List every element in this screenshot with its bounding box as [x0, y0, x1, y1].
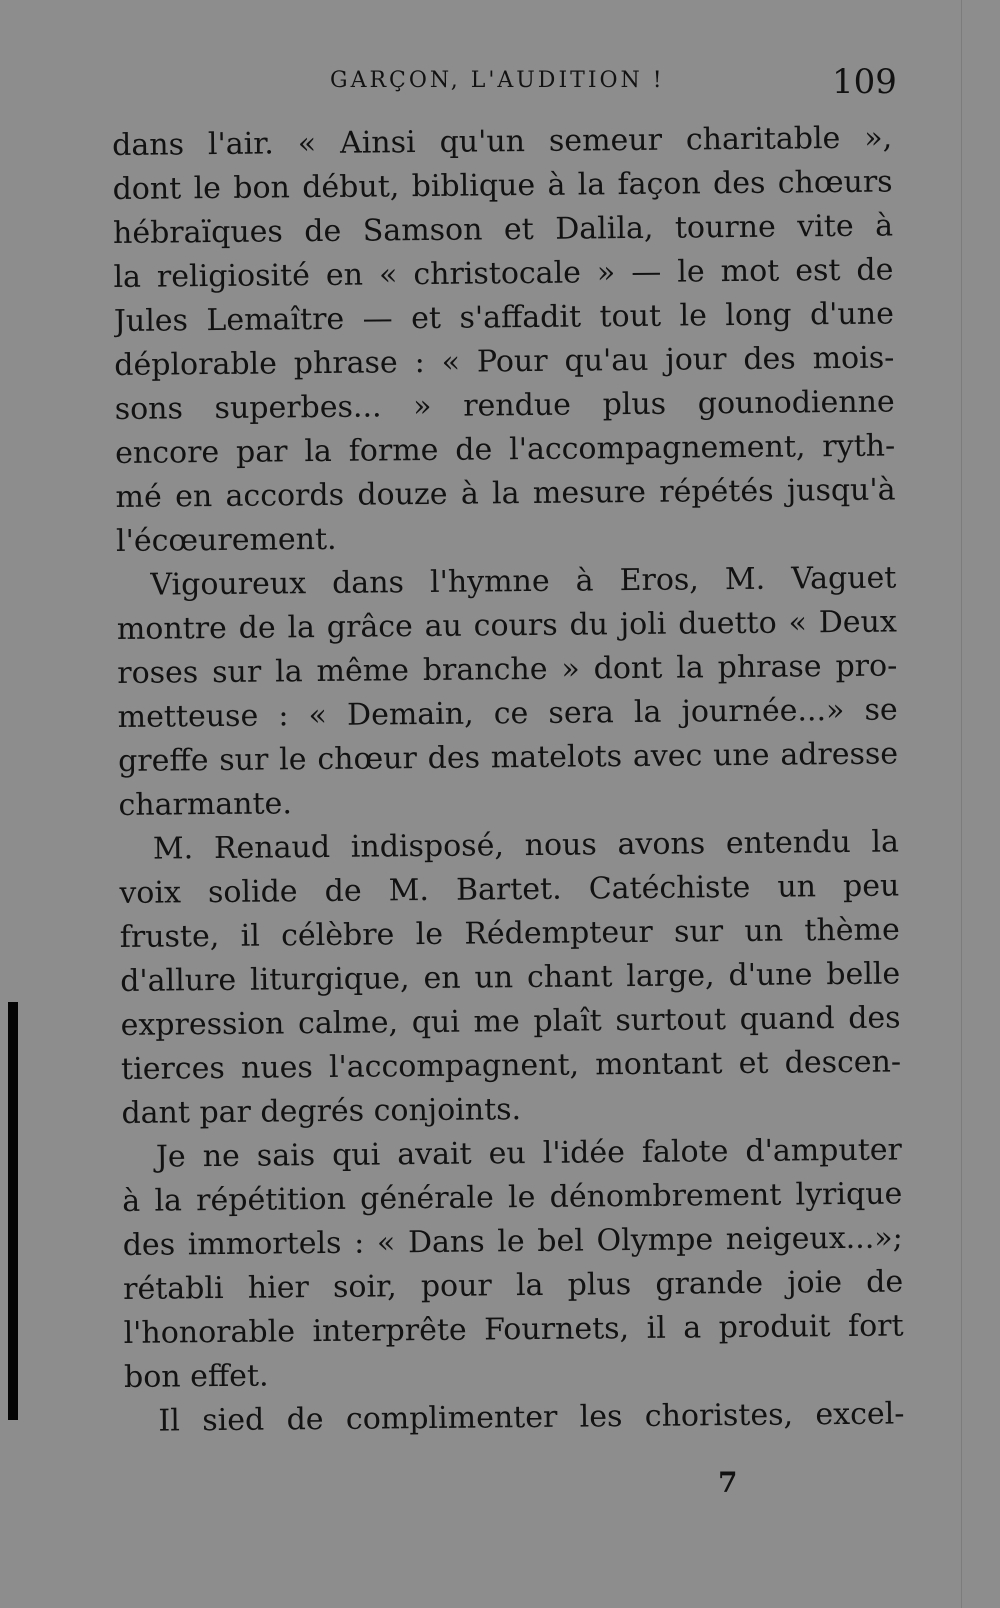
text-line: bon effet.	[123, 1358, 269, 1395]
text-line: d'allure liturgique, en un chant large, d'une belle	[120, 956, 901, 999]
running-head: GARÇON, L'AUDITION !	[330, 68, 665, 93]
text-line: mé en accords douze à la mesure répétés jusqu'à	[115, 472, 896, 515]
text-line: roses sur la même branche » dont la phrase pro-	[117, 648, 898, 691]
body-text	[112, 117, 905, 1444]
text-line: tierces nues l'accompagnent, montant et descen-	[120, 1044, 902, 1087]
text-line: des immortels : « Dans le bel Olympe neigeux...»;	[122, 1220, 903, 1263]
signature-mark: 7	[718, 1466, 738, 1499]
text-line: metteuse : « Demain, ce sera la journée...» se	[117, 692, 898, 735]
text-line: déplorable phrase : « Pour qu'au jour des mois-	[114, 340, 895, 383]
text-line: fruste, il célèbre le Rédempteur sur un thème	[119, 912, 900, 955]
text-line: dant par degrés conjoints.	[121, 1092, 522, 1131]
page-edge-line	[961, 0, 962, 1608]
page-number: 109	[832, 62, 897, 102]
text-line: la religiosité en « christocale » — le mot est de	[113, 252, 894, 295]
text-line: greffe sur le chœur des matelots avec une adresse	[117, 736, 899, 779]
text-line: dans l'air. « Ainsi qu'un semeur charitable »,	[112, 120, 893, 163]
text-line: Vigoureux dans l'hymne à Eros, M. Vaguet	[150, 560, 897, 603]
text-line: Il sied de complimenter les choristes, excel-	[158, 1396, 905, 1439]
text-line: à la répétition générale le dénombrement lyrique	[122, 1176, 903, 1219]
text-line: M. Renaud indisposé, nous avons entendu la	[152, 824, 900, 867]
text-line: rétabli hier soir, pour la plus grande joie de	[123, 1264, 904, 1307]
text-line: voix solide de M. Bartet. Catéchiste un peu	[119, 868, 900, 911]
text-line: expression calme, qui me plaît surtout quand des	[120, 1000, 901, 1043]
text-line: dont le bon début, biblique à la façon des chœurs	[112, 164, 893, 207]
text-line: Je ne sais qui avait eu l'idée falote d'amputer	[155, 1132, 903, 1175]
text-line: encore par la forme de l'accompagnement, ryth-	[114, 428, 896, 471]
text-line: montre de la grâce au cours du joli duetto « Deux	[116, 604, 897, 647]
text-line: l'honorable interprête Fournets, il a produit fort	[123, 1308, 904, 1351]
text-line: charmante.	[118, 786, 293, 823]
text-line: l'écœurement.	[115, 521, 337, 559]
text-line: sons superbes... » rendue plus gounodienne	[114, 384, 895, 427]
margin-bar	[8, 1002, 18, 1420]
text-line: Jules Lemaître — et s'affadit tout le long d'une	[113, 296, 895, 339]
text-line: hébraïques de Samson et Dalila, tourne vite à	[112, 208, 894, 251]
